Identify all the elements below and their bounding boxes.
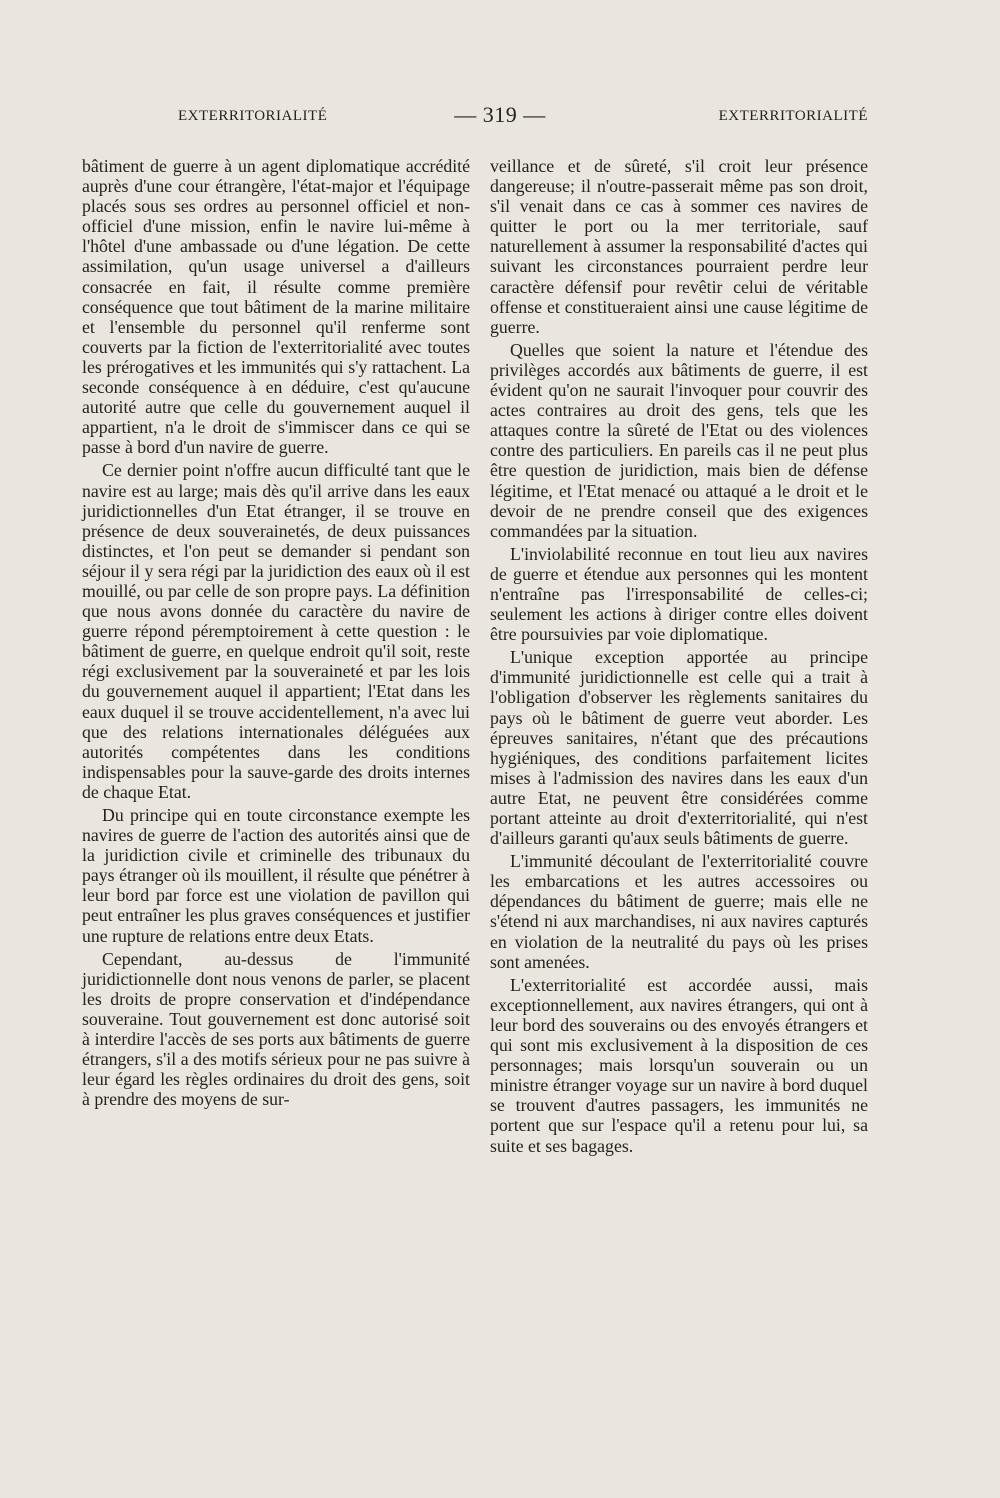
page-number: — 319 — (454, 102, 546, 127)
right-column (490, 156, 868, 1159)
running-header (80, 102, 920, 132)
left-column (82, 156, 470, 1112)
left-paragraph-4: Cependant, au-dessus de l'immunité juridictionnelle dont nous venons de parler, se placent les droits de propre conservation et d'indépendance souveraine. Tout gouvernement est donc autorisé soit à interdire l'accès de ses ports aux bâtiments de guerre étrangers, s'il a des motifs sérieux pour ne pas suivre à leur égard les règles ordinaires du droit des gens, soit à prendre des moyens de sur- (82, 948, 470, 1110)
left-paragraph-3: Du principe qui en toute circonstance exempte les navires de guerre de l'action des autorités ainsi que de la juridiction civile et criminelle des tribunaux du pays étranger où ils mouillent, il résulte que pénétrer à leur bord par force est une violation de pavillon qui peut entraîner les plus graves conséquences et justifier une rupture de relations entre deux Etats. (82, 805, 470, 946)
right-paragraph-5: L'immunité découlant de l'exterritorialité couvre les embarcations et les autres accessoires ou dépendances du bâtiment de guerre; mais elle ne s'étend ni aux marchandises, ni aux navires capturés en violation de la neutralité du pays où les prises sont amenées. (490, 851, 868, 972)
left-paragraph-2: Ce dernier point n'offre aucun difficulté tant que le navire est au large; mais dès qu'il arrive dans les eaux juridictionnelles d'un Etat étranger, il se trouve en présence de deux souverainetés, de deux puissances distinctes, et l'on peut se demander si pendant son séjour il y sera régi par la juridiction des eaux où il est mouillé, ou par celle de son propre pays. La définition que nous avons donnée du caractère du navire de guerre répond péremptoirement à cette question : le bâtiment de guerre, en quelque endroit qu'il soit, reste régi exclusivement par la souveraineté et par les lois du gouvernement auquel il appartient; l'Etat dans les eaux duquel il se trouve accidentellement, n'a avec lui que des relations internationales déléguées aux autorités compétentes dans les conditions indispensables pour la sauve-garde des droits internes de chaque Etat. (82, 460, 470, 802)
right-paragraph-6: L'exterritorialité est accordée aussi, mais exceptionnellement, aux navires étrangers, qui ont à leur bord des souverains ou des envoyés étrangers et qui sont mis exclusivement à la disposition de ces personnages; mais lorsqu'un souverain ou un ministre étranger voyage sur un navire à bord duquel se trouvent d'autres passagers, les immunités ne portent que sur l'espace qu'il a retenu pour lui, sa suite et ses bagages. (490, 974, 868, 1156)
header-left-title: EXTERRITORIALITÉ (178, 108, 328, 124)
right-paragraph-3: L'inviolabilité reconnue en tout lieu aux navires de guerre et étendue aux personnes qui les montent n'entraîne pas l'irresponsabilité de celles-ci; seulement les actions à diriger contre elles doivent être poursuivies par voie diplomatique. (490, 543, 868, 645)
right-paragraph-4: L'unique exception apportée au principe d'immunité juridictionnelle est celle qui a trait à l'obligation d'observer les règlements sanitaires du pays où le bâtiment de guerre veut aborder. Les épreuves sanitaires, n'étant que des précautions hygiéniques, des conditions parfaitement licites mises à l'admission des navires dans les eaux d'un autre Etat, ne peuvent être considérées comme portant atteinte au droit d'exterritorialité, qui n'est d'ailleurs garanti qu'aux seuls bâtiments de guerre. (490, 647, 868, 849)
header-right-title: EXTERRITORIALITÉ (718, 108, 868, 124)
right-paragraph-1: veillance et de sûreté, s'il croit leur présence dangereuse; il n'outre-passerait même pas son droit, s'il venait dans ce cas à sommer ces navires de quitter le port ou la mer territoriale, sauf naturellement à assumer la responsabilité d'actes qui suivant les circonstances pourraient perdre leur caractère défensif pour revêtir celui de véritable offense et constitueraient ainsi une cause légitime de guerre. (490, 156, 868, 337)
left-paragraph-1: bâtiment de guerre à un agent diplomatique accrédité auprès d'une cour étrangère, l'état-major et l'équipage placés sous ses ordres au personnel officiel et non-officiel d'une mission, enfin le navire lui-même à l'hôtel d'une ambassade ou d'une légation. De cette assimilation, qu'un usage universel a d'ailleurs consacrée en fait, il résulte comme première conséquence que tout bâtiment de la marine militaire et l'ensemble du personnel qu'il renferme sont couverts par la fiction de l'exterritorialité avec toutes les prérogatives et les immunités qui s'y rattachent. La seconde conséquence à en déduire, c'est qu'aucune autorité autre que celle du gouvernement auquel il appartient, n'a le droit de s'immiscer dans ce qui se passe à bord d'un navire de guerre. (82, 156, 470, 458)
right-paragraph-2: Quelles que soient la nature et l'étendue des privilèges accordés aux bâtiments de guerre, il est évident qu'on ne saurait l'invoquer pour couvrir des actes contraires au droit des gens, tels que les attaques contre la sûreté de l'Etat ou des violences contre des particuliers. En pareils cas il ne peut plus être question de juridiction, mais bien de défense légitime, et l'Etat menacé ou attaqué a le droit et le devoir de ne prendre conseil que des exigences commandées par la situation. (490, 339, 868, 541)
